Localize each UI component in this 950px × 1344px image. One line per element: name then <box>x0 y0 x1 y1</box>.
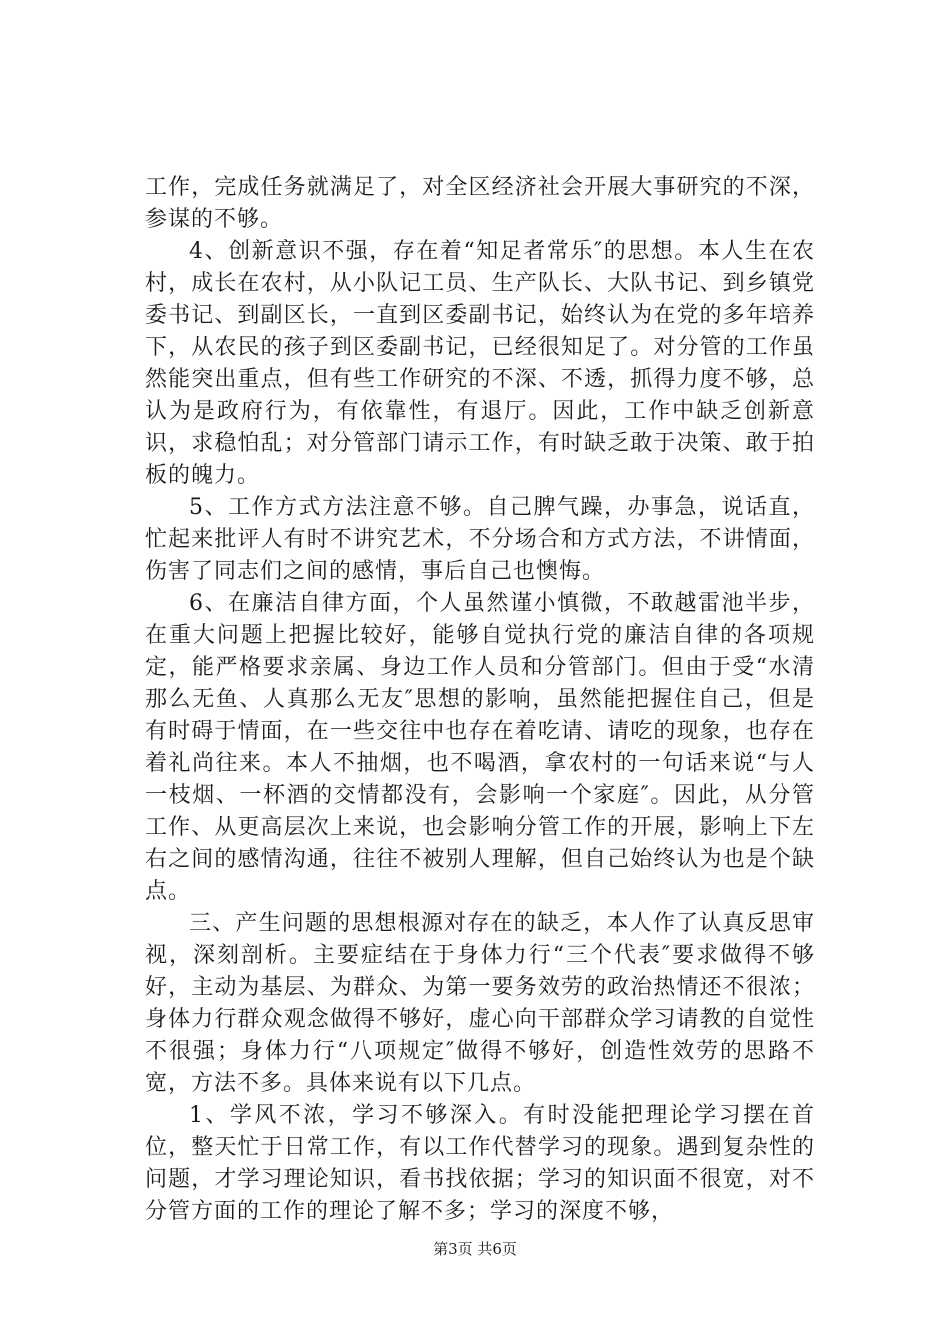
paragraph-3: 5、工作方式方法注意不够。自己脾气躁，办事急，说话直，忙起来批评人有时不讲究艺术，不分场合和方式方法，不讲情面，伤害了同志们之间的感情，事后自己也懊悔。 <box>145 495 815 584</box>
paragraph-6: 1、学风不浓，学习不够深入。有时没能把理论学习摆在首位，整天忙于日常工作，有以工作代替学习的现象。遇到复杂性的问题，才学习理论知识，看书找依据；学习的知识面不很宽，对不分管方面的工作的理论了解不多；学习的深度不够， <box>145 1103 815 1224</box>
page-number-footer: 第3页 共6页 <box>433 1240 517 1258</box>
paragraph-1: 工作，完成任务就满足了，对全区经济社会开展大事研究的不深，参谋的不够。 <box>145 175 815 232</box>
document-body <box>145 172 815 1228</box>
paragraph-2: 4、创新意识不强，存在着“知足者常乐″的思想。本人生在农村，成长在农村，从小队记工员、生产队长、大队书记、到乡镇党委书记、到副区长，一直到区委副书记，始终认为在党的多年培养下，从农民的孩子到区委副书记，已经很知足了。对分管的工作虽然能突出重点，但有些工作研究的不深、不透，抓得力度不够，总认为是政府行为，有依靠性，有退厅。因此，工作中缺乏创新意识，求稳怕乱；对分管部门请示工作，有时缺乏敢于决策、敢于拍板的魄力。 <box>145 239 815 488</box>
paragraph-4: 6、在廉洁自律方面，个人虽然谨小慎微，不敢越雷池半步，在重大问题上把握比较好，能够自觉执行党的廉洁自律的各项规定，能严格要求亲属、身边工作人员和分管部门。但由于受“水清那么无鱼、人真那么无友″思想的影响，虽然能把握住自己，但是有时碍于情面，在一些交往中也存在着吃请、请吃的现象，也存在着礼尚往来。本人不抽烟，也不喝酒，拿农村的一句话来说“与人一枝烟、一杯酒的交情都没有，会影响一个家庭″。因此，从分管工作、从更高层次上来说，也会影响分管工作的开展，影响上下左右之间的感情沟通，往往不被别人理解，但自己始终认为也是个缺点。 <box>145 591 815 904</box>
paragraph-5: 三、产生问题的思想根源对存在的缺乏，本人作了认真反思审视，深刻剖析。主要症结在于身体力行“三个代表″要求做得不够好，主动为基层、为群众、为第一要务效劳的政治热情还不很浓；身体力行群众观念做得不够好，虚心向干部群众学习请教的自觉性不很强；身体力行“八项规定″做得不够好，创造性效劳的思路不宽，方法不多。具体来说有以下几点。 <box>145 911 815 1096</box>
